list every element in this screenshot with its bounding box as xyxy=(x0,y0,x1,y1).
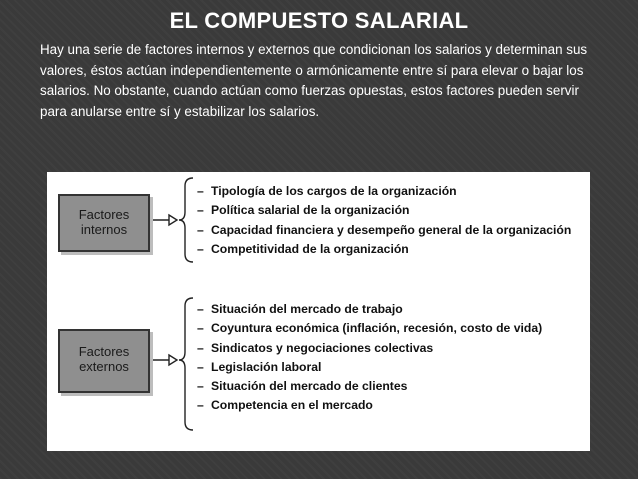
list-item: – Legislación laboral xyxy=(197,358,542,377)
list-factores-externos xyxy=(197,300,542,416)
list-item: – Competencia en el mercado xyxy=(197,396,542,415)
list-item: – Sindicatos y negociaciones colectivas xyxy=(197,339,542,358)
box-factores-internos xyxy=(58,194,150,252)
list-item: – Situación del mercado de clientes xyxy=(197,377,542,396)
list-item: – Situación del mercado de trabajo xyxy=(197,300,542,319)
arrow-head-internos xyxy=(169,215,177,225)
arrow-head-externos xyxy=(169,355,177,365)
intro-paragraph: Hay una serie de factores internos y externos que condicionan los salarios y determinan sus valores, éstos actúan independientemente o armónicamente entre sí para elevar o bajar los salarios. No obstante, cuando actúan como fuerzas opuestas, estos factores pueden servir para anularse entre sí y estabilizar los salarios. xyxy=(40,42,588,119)
brace-externos xyxy=(179,298,193,430)
box-factores-externos xyxy=(58,329,150,393)
list-item: – Coyuntura económica (inflación, recesión, costo de vida) xyxy=(197,319,542,338)
box-internos-label: Factores internos xyxy=(78,207,130,237)
factors-figure xyxy=(47,172,590,451)
box-externos-label: Factores externos xyxy=(78,344,130,374)
list-factores-internos xyxy=(197,182,571,259)
list-item: – Capacidad financiera y desempeño general de la organización xyxy=(197,221,571,240)
brace-internos xyxy=(179,178,193,262)
list-item: – Política salarial de la organización xyxy=(197,201,571,220)
list-item: – Tipología de los cargos de la organización xyxy=(197,182,571,201)
slide-title: EL COMPUESTO SALARIAL xyxy=(169,8,469,33)
list-item: – Competitividad de la organización xyxy=(197,240,571,259)
